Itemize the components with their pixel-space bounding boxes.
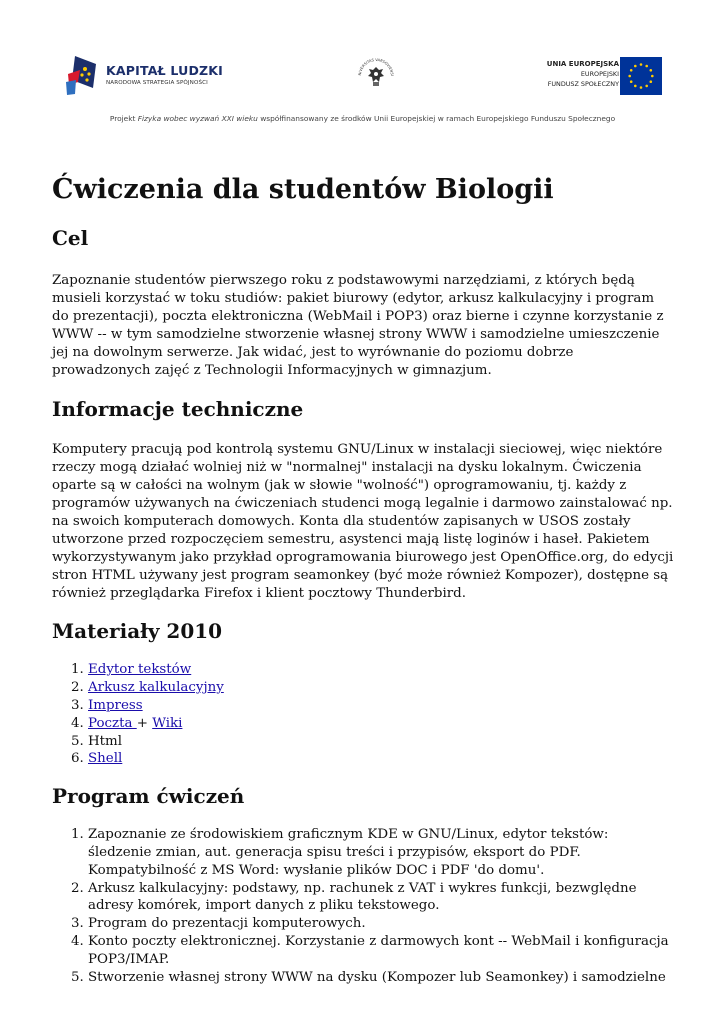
list-item: 1. Zapoznanie ze środowiskiem graficznym KDE w GNU/Linux, edytor tekstów: śledzenie zmian, aut. generacja spisu treści i przypisów, eksport do PDF. Kompatybilność z MS Word: wysłanie plików DOC i PDF 'do domu'. bbox=[88, 826, 674, 879]
university-seal-icon bbox=[355, 55, 397, 97]
section-heading-info: Informacje techniczne bbox=[52, 396, 304, 421]
list-item: 2. Arkusz kalkulacyjny: podstawy, np. rachunek z VAT i wykres funkcji, bezwględne adresy komórek, import danych z pliku tekstowego. bbox=[88, 880, 674, 916]
university-name-text: NIVERSITAS VARSOVIENSI bbox=[357, 57, 395, 76]
plus-separator: + bbox=[136, 715, 153, 731]
project-suffix: współfinansowany ze środków Unii Europejskiej w ramach Europejskiego Funduszu Społecznego bbox=[257, 114, 616, 123]
kapital-ludzki-subtitle: NARODOWA STRATEGIA SPÓJNOŚCI bbox=[106, 80, 208, 86]
link-arkusz-kalkulacyjny[interactable]: Arkusz kalkulacyjny bbox=[88, 680, 224, 696]
program-list bbox=[52, 826, 674, 986]
link-wiki[interactable]: Wiki bbox=[152, 715, 183, 731]
section-heading-materialy: Materiały 2010 bbox=[52, 619, 223, 644]
list-item: 4. Konto poczty elektronicznej. Korzystanie z darmowych kont -- WebMail i konfiguracja POP3/IMAP. bbox=[88, 933, 674, 969]
page-content bbox=[52, 170, 674, 986]
section-heading-cel: Cel bbox=[52, 226, 89, 250]
page-title: Ćwiczenia dla studentów Biologii bbox=[52, 174, 554, 205]
eu-text bbox=[547, 59, 619, 89]
project-funding-line bbox=[0, 114, 725, 123]
eu-line2: EUROPEJSKI bbox=[580, 70, 619, 78]
link-poczta[interactable]: Poczta bbox=[88, 715, 137, 731]
eu-logo bbox=[510, 57, 662, 95]
project-prefix: Projekt bbox=[109, 114, 138, 123]
link-edytor-tekstow[interactable]: Edytor tekstów bbox=[88, 662, 192, 678]
eu-line3: FUNDUSZ SPOŁECZNY bbox=[547, 80, 619, 88]
kapital-ludzki-flag-icon bbox=[66, 52, 100, 96]
link-shell[interactable]: Shell bbox=[88, 751, 123, 767]
section-text-cel: Zapoznanie studentów pierwszego roku z podstawowymi narzędziami, z których będą musieli korzystać w toku studiów: pakiet biurowy (edytor, arkusz kalkulacyjny i program do prezentacji), poczta elektroniczna (WebMail i POP3) oraz bierne i czynne korzystanie z WWW -- w tym samodzielne stworzenie własnej strony WWW i samodzielne umieszczenie jej na dowolnym serwerze. Jak widać, jest to wyrównanie do poziomu dobrze prowadzonych zajęć z Technologii Informacyjnych w gimnazjum. bbox=[52, 273, 664, 379]
list-item: 3. Program do prezentacji komputerowych. bbox=[88, 915, 674, 933]
eu-line1: UNIA EUROPEJSKA bbox=[546, 60, 619, 68]
kapital-ludzki-logo bbox=[66, 52, 246, 96]
section-heading-program: Program ćwiczeń bbox=[52, 784, 245, 809]
item-html: Html bbox=[88, 733, 123, 749]
page-header bbox=[0, 0, 725, 135]
link-impress[interactable]: Impress bbox=[88, 698, 143, 713]
list-item bbox=[88, 733, 674, 751]
list-item bbox=[88, 697, 674, 715]
section-text-info: Komputery pracują pod kontrolą systemu GNU/Linux w instalacji sieciowej, więc niektóre rzeczy mogą działać wolniej niż w "normalnej" instalacji na dysku lokalnym. Ćwiczenia oparte są w całości na wolnym (jak w słowie "wolność") oprogramowaniu, tj. każdy z programów używanych na ćwiczeniach studenci mogą legalnie i darmowo zainstalować np. na swoich komputerach domowych. Konta dla studentów zapisanych w USOS zostały utworzone przed rozpoczęciem semestru, asystenci mają listę loginów i haseł. Pakietem wykorzystywanym jako przykład oprogramowania biurowego jest OpenOffice.org, do edycji stron HTML używany jest program seamonkey (być może również Kompozer), dostępne są również przeglądarka Firefox i klient pocztowy Thunderbird. bbox=[52, 441, 674, 602]
kapital-ludzki-title: KAPITAŁ LUDZKI bbox=[106, 63, 224, 78]
materials-list bbox=[52, 661, 674, 768]
list-item bbox=[88, 661, 674, 679]
list-item bbox=[88, 715, 674, 733]
list-item bbox=[88, 750, 674, 768]
eu-flag-icon bbox=[620, 57, 662, 95]
list-item bbox=[88, 679, 674, 697]
list-item: 5. Stworzenie własnej strony WWW na dysku (Kompozer lub Seamonkey) i samodzielne bbox=[88, 969, 674, 987]
project-name: Fizyka wobec wyzwań XXI wieku bbox=[137, 114, 258, 123]
